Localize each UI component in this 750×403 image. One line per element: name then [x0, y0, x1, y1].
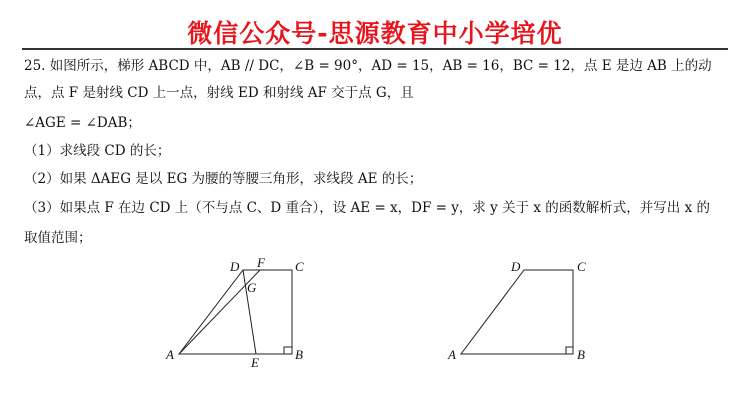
problem-condition: ∠AGE = ∠DAB；	[24, 115, 141, 131]
question-3: （3）如果点 F 在边 CD 上（不与点 C、D 重合），设 AE = x，DF = y，求 y 关于 x 的函数解析式，并写出 x 的	[24, 200, 710, 216]
problem-statement-line1: 25. 如图所示，梯形 ABCD 中，AB // DC，∠B = 90°，AD = 15，AB = 16，BC = 12，点 E 是边 AB 上的动	[24, 58, 712, 74]
problem-statement-line2: 点，点 F 是射线 CD 上一点，射线 ED 和射线 AF 交于点 G，且	[24, 85, 414, 101]
right-angle-mark	[284, 347, 292, 354]
question-1: （1）求线段 CD 的长；	[24, 143, 171, 159]
figure-1	[179, 270, 292, 354]
label-D: D	[230, 259, 240, 274]
figure-2	[461, 270, 573, 354]
label-B: B	[295, 347, 303, 362]
question-3-continued: 取值范围；	[24, 230, 92, 246]
label-A: A	[166, 347, 174, 362]
page-title: 微信公众号-思源教育中小学培优	[187, 19, 563, 48]
label-C: C	[295, 259, 304, 274]
label-A: A	[448, 347, 456, 362]
label-G: G	[247, 280, 257, 295]
right-angle-mark	[566, 347, 573, 354]
trapezoid-abcd	[461, 270, 573, 354]
label-F: F	[257, 255, 265, 270]
label-C: C	[577, 259, 586, 274]
trapezoid-abcd	[179, 270, 292, 354]
label-B: B	[577, 347, 585, 362]
question-2: （2）如果 ΔAEG 是以 EG 为腰的等腰三角形，求线段 AE 的长；	[24, 171, 423, 187]
label-D: D	[511, 259, 521, 274]
label-E: E	[251, 355, 259, 370]
